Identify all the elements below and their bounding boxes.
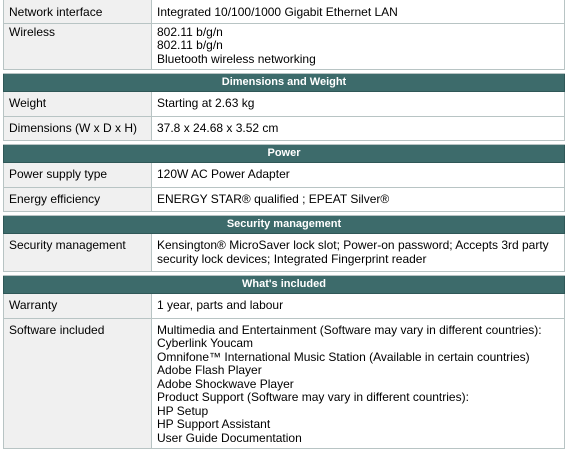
section-header-security — [4, 216, 565, 234]
spec-label: Software included — [4, 318, 152, 449]
spec-value-line: 802.11 b/g/n — [157, 24, 223, 39]
spec-value — [152, 234, 565, 272]
spec-label: Weight — [4, 92, 152, 117]
spec-value-line: Cyberlink Youcam — [157, 336, 254, 350]
spec-label: Wireless — [4, 23, 152, 70]
spec-label: Warranty — [4, 294, 152, 319]
section-title: Security management — [4, 216, 565, 234]
spec-value: Integrated 10/100/1000 Gigabit Ethernet LAN — [152, 0, 565, 23]
spec-value-line: Adobe Flash Player — [157, 363, 262, 377]
spec-value-line: Multimedia and Entertainment (Software may vary in different countries): — [157, 322, 542, 337]
spec-label: Network interface — [4, 0, 152, 23]
section-title: Dimensions and Weight — [4, 74, 565, 92]
spec-row-network-interface — [4, 0, 565, 23]
spec-row-warranty — [4, 294, 565, 319]
spec-value-line: security lock devices; Integrated Fingerprint reader — [157, 251, 427, 266]
spec-row-wireless — [4, 23, 565, 70]
spec-value: ENERGY STAR® qualified ; EPEAT Silver® — [152, 187, 565, 212]
spec-label: Security management — [4, 234, 152, 272]
spec-row-power-supply — [4, 163, 565, 188]
spec-value: Starting at 2.63 kg — [152, 92, 565, 117]
spec-value-line: Adobe Shockwave Player — [157, 376, 294, 391]
spec-row-energy-efficiency — [4, 187, 565, 212]
spec-value-line: 802.11 b/g/n — [157, 38, 223, 52]
spec-value-line: HP Support Assistant — [157, 417, 271, 431]
spec-value — [152, 318, 565, 449]
spec-value: 37.8 x 24.68 x 3.52 cm — [152, 116, 565, 141]
spec-value — [152, 23, 565, 70]
spec-value-line: User Guide Documentation — [157, 430, 302, 445]
spec-value-line: Product Support (Software may vary in different countries): — [157, 390, 469, 404]
spec-label: Power supply type — [4, 163, 152, 188]
spec-value-line: HP Setup — [157, 403, 209, 418]
spec-value-line: Bluetooth wireless networking — [157, 51, 316, 66]
section-title: Power — [4, 145, 565, 163]
section-header-whats-included — [4, 276, 565, 294]
spec-value: 1 year, parts and labour — [152, 294, 565, 319]
spec-row-weight — [4, 92, 565, 117]
spec-value-line: Omnifone™ International Music Station (Available in certain countries) — [157, 349, 530, 364]
section-header-dimensions-weight — [4, 74, 565, 92]
section-header-power — [4, 145, 565, 163]
section-title: What's included — [4, 276, 565, 294]
spec-label: Dimensions (W x D x H) — [4, 116, 152, 141]
spec-row-dimensions — [4, 116, 565, 141]
spec-value-line: Kensington® MicroSaver lock slot; Power-on password; Accepts 3rd party — [157, 238, 549, 252]
spec-value: 120W AC Power Adapter — [152, 163, 565, 188]
spec-label: Energy efficiency — [4, 187, 152, 212]
spec-table — [3, 0, 565, 449]
spec-row-software-included — [4, 318, 565, 449]
spec-row-security-management — [4, 234, 565, 272]
